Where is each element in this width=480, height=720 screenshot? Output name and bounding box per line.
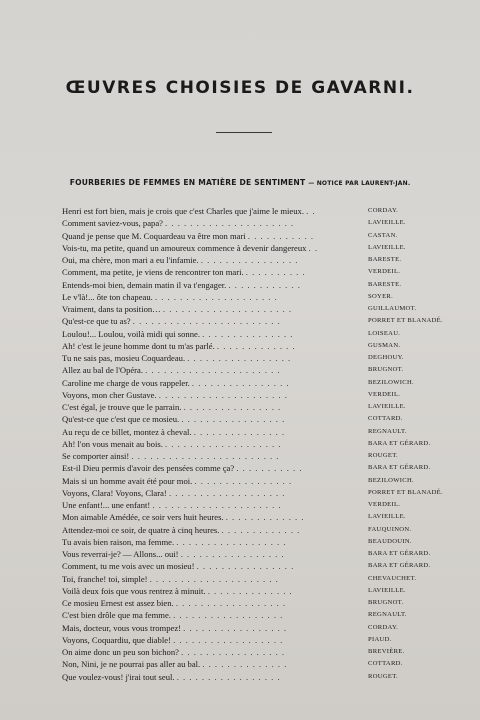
engraver-name: LOISEAU. xyxy=(368,329,401,337)
leader-dots: . . . . . . . . . . . . . . . . . xyxy=(183,622,288,633)
engraver-name: REGNAULT. xyxy=(368,611,407,619)
leader-dots: . . . . . . . . . . . . . . . xyxy=(193,426,286,437)
leader-dots: . . . . . . . . . . . . . . . . . . . . . xyxy=(158,389,288,400)
leader-dots: . . xyxy=(306,206,316,216)
caption-text: Mais si un homme avait été pour moi. xyxy=(62,475,193,486)
list-item xyxy=(62,609,450,621)
leader-dots: . . . . . . . . . . . . . . . . . . . . . xyxy=(152,500,282,510)
leader-dots: . . . . . . . . . . . . . . . . . . xyxy=(173,610,284,621)
leader-dots: . . . . . . . . . . . . . . xyxy=(202,659,288,670)
engraver-name: BARA ET GÉRARD. xyxy=(368,464,431,472)
caption-text: Est-il Dieu permis d'avoir des pensées comme ça? xyxy=(62,463,235,474)
leader-dots: . . . . . . . . . . . . . . . . . . . xyxy=(168,487,286,498)
engraver-name: PORRET ET BLANADÉ. xyxy=(368,317,443,325)
list-item xyxy=(62,597,450,609)
leader-dots: . . . . . . . . . . . . . . . . xyxy=(200,255,299,265)
notice-credit: — NOTICE PAR LAURENT-JAN. xyxy=(308,180,411,187)
caption-text: Voilà deux fois que vous rentrez à minuit. xyxy=(62,585,206,596)
caption-text: Voyons, Clara! Voyons, Clara! xyxy=(62,487,167,498)
engraver-name: LAVIEILLE. xyxy=(368,513,406,521)
caption-text: Tu avais bien raison, ma femme. xyxy=(62,536,175,547)
list-item xyxy=(62,585,450,597)
page-title: ŒUVRES CHOISIES DE GAVARNI. xyxy=(65,78,415,98)
engraver-name: ROUGET. xyxy=(368,452,398,459)
engraver-name: VERDEIL. xyxy=(368,390,401,398)
leader-dots: . . . . . . . . . . . xyxy=(236,463,303,474)
list-item xyxy=(62,658,450,670)
engraver-name: SOYER. xyxy=(368,292,394,300)
list-item xyxy=(62,524,450,536)
engraver-name: BARA ET GÉRARD. xyxy=(368,439,431,447)
list-item xyxy=(62,573,450,585)
leader-dots: . . . . . . . . . . . . . . . . . . . . . . xyxy=(145,365,281,376)
list-item xyxy=(62,646,450,658)
caption-text: Voyons, mon cher Gustave. xyxy=(62,389,157,400)
list-item xyxy=(62,548,450,560)
list-item xyxy=(62,364,450,376)
engraver-name: BARESTE. xyxy=(368,256,402,263)
caption-text: Henri est fort bien, mais je crois que c'est Charles que j'aime le mieux. xyxy=(62,206,304,216)
leader-dots: . . . . . . . . . . . . . xyxy=(221,524,301,535)
caption-text: Tu ne sais pas, mosieu Coquardeau. xyxy=(62,353,186,363)
leader-dots: . . . . . . . . . . . . . . . xyxy=(202,328,294,339)
caption-text: Se comporter ainsi! xyxy=(62,451,130,461)
caption-text: C'est égal, je trouve que le parrain. xyxy=(62,402,182,412)
engraver-name: LAVIEILLE. xyxy=(368,586,406,594)
caption-text: Mon aimable Amédée, ce soir vers huit heures. xyxy=(62,512,224,523)
caption-text: Quand je pense que M. Coquardeau va être mon mari xyxy=(62,230,246,241)
engraver-name: BARESTE. xyxy=(368,280,402,288)
leader-dots: . . . . . . . . . . xyxy=(245,267,306,278)
engraver-name: LAVIEILLE. xyxy=(368,403,406,410)
leader-dots: . . . . . . . . . . . . . . . . xyxy=(196,561,295,572)
engraver-name: GUSMAN. xyxy=(368,341,401,349)
caption-text: C'est bien drôle que ma femme. xyxy=(62,610,171,621)
caption-text: Comment saviez-vous, papa? xyxy=(62,218,163,229)
list-item xyxy=(62,389,450,401)
engraver-name: FAUQUINON. xyxy=(368,525,412,533)
caption-text: Vois-tu, ma petite, quand un amoureux commence à devenir dangereux xyxy=(62,242,307,253)
list-item xyxy=(62,315,450,327)
engraver-name: BRUGNOT. xyxy=(368,599,404,606)
leader-dots: . . . . . . . . . . . . xyxy=(228,279,301,290)
leader-dots: . . . . . . . . . . . . . . . . . xyxy=(181,414,286,425)
caption-text: Ce mosieu Ernest est assez bien. xyxy=(62,598,174,608)
caption-text: Que voulez-vous! j'irai tout seul. xyxy=(62,671,175,682)
engraver-name: COTTARD. xyxy=(368,660,403,668)
caption-text: Vraiment, dans ta position… xyxy=(62,304,161,314)
caption-text: Vous reverrai-je? — Allons... oui! xyxy=(62,549,179,559)
leader-dots: . . . . . . . . . . . . . . xyxy=(207,585,293,596)
engraver-name: LAVIEILLE. xyxy=(368,219,406,227)
leader-dots: . . . . . . . . . . . . . . . . . . xyxy=(176,536,287,547)
list-item xyxy=(62,413,450,425)
leader-dots: . . . . . . . . . . . xyxy=(247,230,315,241)
engraver-name: DEGHOUY. xyxy=(368,354,404,361)
caption-text: Toi, franche! toi, simple! xyxy=(62,573,148,584)
list-item xyxy=(62,291,450,303)
list-item xyxy=(62,536,450,548)
engraver-name: BARA ET GÉRARD. xyxy=(368,562,431,570)
leader-dots: . . . . . . . . . . . . . . . . . xyxy=(180,549,285,559)
leader-dots: . . . . . . . . . . . . . . . . . . . . . xyxy=(162,304,293,314)
engraver-name: CORDAY. xyxy=(368,623,399,631)
leader-dots: . . . . . . . . . . . . . xyxy=(225,512,305,523)
caption-text: Au reçu de ce billet, montez à cheval. xyxy=(62,426,192,437)
leader-dots: . . . . . . . . . . . . . . . . . . . xyxy=(165,438,282,449)
caption-text: Entends-moi bien, demain matin il va t'engager. xyxy=(62,279,227,290)
engraver-name: CASTAN. xyxy=(368,231,398,239)
caption-text: Ah! c'est le jeune homme dont tu m'as parlé. xyxy=(62,340,215,351)
section-heading xyxy=(0,178,480,187)
caption-text: Qu'est-ce que c'est que ce mosieu. xyxy=(62,414,180,425)
list-item xyxy=(62,242,450,254)
leader-dots: . . . . . . . . . . . . . . . . . . xyxy=(173,634,284,645)
leader-dots: . . . . . . . . . . . . . . . . xyxy=(194,475,293,486)
list-item xyxy=(62,266,450,278)
engraver-name: CORDAY. xyxy=(368,207,399,214)
engraver-name: CHEVAUCHET. xyxy=(368,574,417,582)
engraver-name: LAVIEILLE. xyxy=(368,243,406,251)
leader-dots: . . . . . . . . . . . . . . . . . . . . xyxy=(154,291,278,302)
list-item xyxy=(62,377,450,389)
list-item xyxy=(62,303,450,315)
leader-dots: . . . . . . . . . . . . . xyxy=(216,340,296,351)
leader-dots: . . . . . . . . . . . . . . . . . xyxy=(176,671,281,682)
caption-text: Attendez-moi ce soir, de quatre à cinq heures. xyxy=(62,524,220,535)
list-item xyxy=(62,426,450,438)
engraver-name: BREVIÈRE. xyxy=(368,648,405,655)
engraver-name: BARA ET GÉRARD. xyxy=(368,550,431,557)
list-item xyxy=(62,328,450,340)
title-rule xyxy=(216,132,272,133)
list-item xyxy=(62,462,450,474)
engraver-name: BEZILOWICH. xyxy=(368,476,414,484)
list-item xyxy=(62,450,450,462)
leader-dots: . . xyxy=(308,242,319,253)
leader-dots: . . . . . . . . . . . . . . . . . . xyxy=(175,598,287,608)
list-item xyxy=(62,671,450,683)
leader-dots: . . . . . . . . . . . . . . . . . . . . . xyxy=(149,573,279,584)
list-item xyxy=(62,352,450,364)
caption-text: Loulou!... Loulou, voilà midi qui sonne. xyxy=(62,328,200,339)
list-item xyxy=(62,634,450,646)
list-item xyxy=(62,560,450,572)
caption-text: Comment, ma petite, je viens de rencontrer ton mari. xyxy=(62,267,244,278)
caption-text: Qu'est-ce que tu as? xyxy=(62,316,131,327)
engraver-name: VERDEIL. xyxy=(368,501,401,508)
caption-text: Allez au bal de l'Opéra. xyxy=(62,365,144,376)
engraver-name: ROUGET. xyxy=(368,672,398,680)
engraver-name: PORRET ET BLANADÉ. xyxy=(368,488,443,496)
engraver-name: GUILLAUMOT. xyxy=(368,305,417,312)
list-item xyxy=(62,499,450,511)
engraver-name: PIAUD. xyxy=(368,635,392,643)
caption-text: Une enfant!... une enfant! xyxy=(62,500,151,510)
plate-list xyxy=(62,205,450,683)
list-item xyxy=(62,401,450,413)
caption-text: Voyons, Coquardiu, que diable! xyxy=(62,634,171,645)
leader-dots: . . . . . . . . . . . . . . . . . xyxy=(187,353,292,363)
leader-dots: . . . . . . . . . . . . . . . . . . . . . . . . xyxy=(131,451,280,461)
caption-text: Non, Nini, je ne pourrai pas aller au bal. xyxy=(62,659,201,670)
caption-text: Oui, ma chère, mon mari a eu l'infamie. xyxy=(62,255,199,265)
list-item xyxy=(62,438,450,450)
caption-text: Mais, docteur, vous vous trompez! xyxy=(62,622,181,633)
engraver-name: REGNAULT. xyxy=(368,427,407,435)
leader-dots: . . . . . . . . . . . . . . . . xyxy=(183,402,282,412)
engraver-name: COTTARD. xyxy=(368,415,403,423)
section-title: FOURBERIES DE FEMMES EN MATIÈRE DE SENTIMENT xyxy=(69,178,306,187)
leader-dots: . . . . . . . . . . . . . . . . . . . . . . . . xyxy=(132,316,281,327)
caption-text: Ah! l'on vous menait au bois. xyxy=(62,438,163,449)
leader-dots: . . . . . . . . . . . . . . . . xyxy=(191,377,290,388)
caption-text: Caroline me charge de vous rappeler. xyxy=(62,377,190,388)
caption-text: Le v'là!... ôte ton chapeau. xyxy=(62,291,153,302)
list-item xyxy=(62,254,450,266)
list-item xyxy=(62,511,450,523)
list-item xyxy=(62,217,450,229)
engraver-name: BRUGNOT. xyxy=(368,366,404,374)
list-item xyxy=(62,475,450,487)
list-item xyxy=(62,230,450,242)
leader-dots: . . . . . . . . . . . . . . . . . xyxy=(181,647,286,657)
engraver-name: BEAUDOUIN. xyxy=(368,537,412,545)
list-item xyxy=(62,487,450,499)
list-item xyxy=(62,622,450,634)
list-item xyxy=(62,279,450,291)
list-item xyxy=(62,340,450,352)
caption-text: On aime donc un peu son bichon? xyxy=(62,647,179,657)
engraver-name: VERDEIL. xyxy=(368,268,401,276)
caption-text: Comment, tu me vois avec un mosieu! xyxy=(62,561,195,572)
list-item xyxy=(62,205,450,217)
leader-dots: . . . . . . . . . . . . . . . . . . . . . xyxy=(165,218,295,229)
engraver-name: BEZILOWICH. xyxy=(368,378,414,386)
